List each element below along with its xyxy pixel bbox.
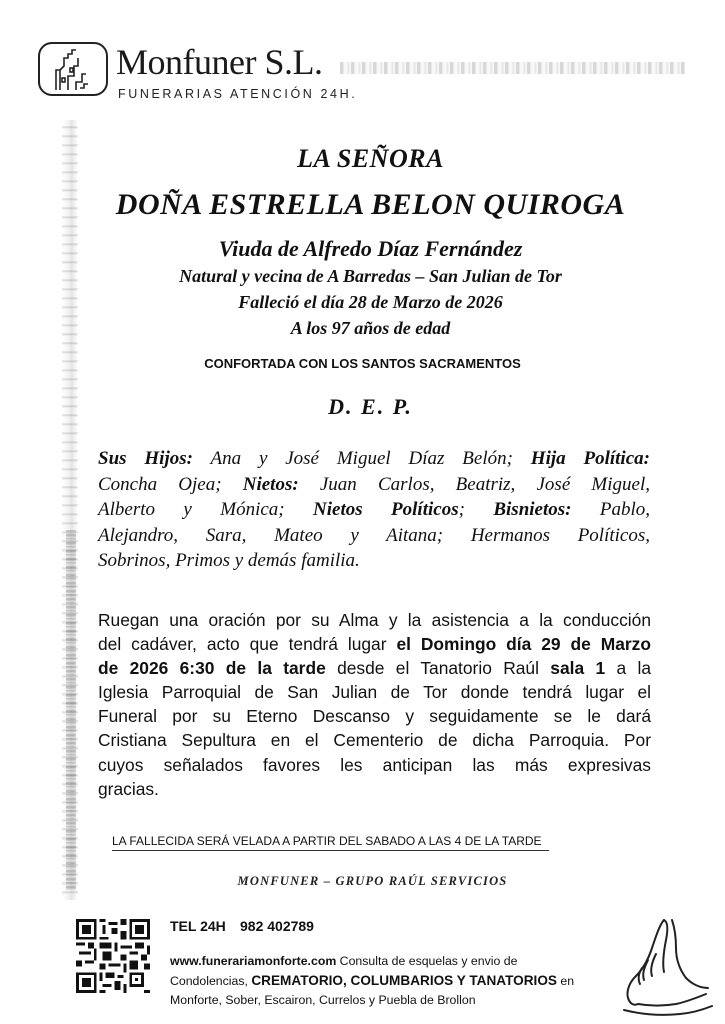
family-paragraph bbox=[98, 446, 650, 574]
origin: Natural y vecina de A Barredas – San Julian de Tor bbox=[179, 266, 562, 286]
ceremony-paragraph bbox=[98, 608, 651, 801]
scan-noise-left-dark bbox=[66, 530, 76, 890]
ceremony-line: de 2026 6:30 de la tarde desde el Tanatorio Raúl sala 1 a la bbox=[98, 658, 651, 679]
ceremony-line: gracias. bbox=[98, 778, 159, 799]
family-line: Concha Ojea; Nietos: Juan Carlos, Beatriz, José Miguel, bbox=[98, 473, 650, 495]
vigil-underline bbox=[112, 850, 549, 851]
ceremony-line: del cadáver, acto que tendrá lugar el Domingo día 29 de Marzo bbox=[98, 634, 651, 655]
ceremony-line: Cristiana Sepultura en el Cementerio de dicha Parroquia. Por bbox=[98, 730, 651, 751]
website-link[interactable]: www.funerariamonforte.com bbox=[170, 954, 337, 968]
brand-subtitle: FUNERARIAS ATENCIÓN 24H. bbox=[118, 87, 358, 101]
sacraments-line: CONFORTADA CON LOS SANTOS SACRAMENTOS bbox=[204, 356, 521, 371]
company-logo bbox=[38, 42, 108, 96]
tel-label: TEL 24H bbox=[170, 918, 226, 934]
death-date: Falleció el día 28 de Marzo de 2026 bbox=[238, 292, 503, 312]
footer-text bbox=[170, 952, 620, 1010]
title-line: LA SEÑORA bbox=[297, 144, 444, 173]
family-line: Alberto y Mónica; Nietos Políticos; Bisnietos: Pablo, bbox=[98, 499, 651, 521]
family-line: Alejandro, Sara, Mateo y Aitana; Hermanos Políticos, bbox=[98, 524, 650, 546]
footer-line-3: Monforte, Sober, Escairon, Currelos y Puebla de Brollon bbox=[170, 993, 476, 1007]
footer-line-1: www.funerariamonforte.com Consulta de esquelas y envio de bbox=[170, 954, 518, 968]
deceased-name: DOÑA ESTRELLA BELON QUIROGA bbox=[115, 188, 626, 221]
vigil-notice: LA FALLECIDA SERÁ VELADA A PARTIR DEL SABADO A LAS 4 DE LA TARDE bbox=[112, 834, 542, 848]
ceremony-line: cuyos señalados favores les anticipan las más expresivas bbox=[98, 754, 651, 775]
family-line: Sus Hijos: Ana y José Miguel Díaz Belón; Hija Política: bbox=[98, 448, 650, 469]
widow-of: Viuda de Alfredo Díaz Fernández bbox=[218, 236, 523, 261]
ceremony-line: Iglesia Parroquial de San Julian de Tor donde tendrá lugar el bbox=[98, 682, 651, 703]
dep-line: D. E. P. bbox=[328, 394, 413, 419]
footer-line-2: Condolencias, CREMATORIO, COLUMBARIOS Y TANATORIOS en bbox=[170, 973, 575, 988]
tel-number: 982 402789 bbox=[240, 918, 314, 934]
praying-hands-icon bbox=[620, 914, 716, 1018]
qr-code-icon bbox=[76, 918, 150, 994]
scan-noise-header bbox=[340, 62, 685, 74]
group-name: MONFUNER – GRUPO RAÚL SERVICIOS bbox=[237, 874, 508, 888]
age: A los 97 años de edad bbox=[290, 318, 451, 338]
ceremony-line: Funeral por su Eterno Descanso y seguidamente se le dará bbox=[98, 706, 651, 727]
tower-logo-icon bbox=[46, 48, 100, 92]
ceremony-line: Ruegan una oración por su Alma y la asistencia a la conducción bbox=[98, 610, 651, 630]
family-line: Sobrinos, Primos y demás familia. bbox=[98, 550, 360, 572]
brand-name: Monfuner S.L. bbox=[116, 42, 323, 82]
